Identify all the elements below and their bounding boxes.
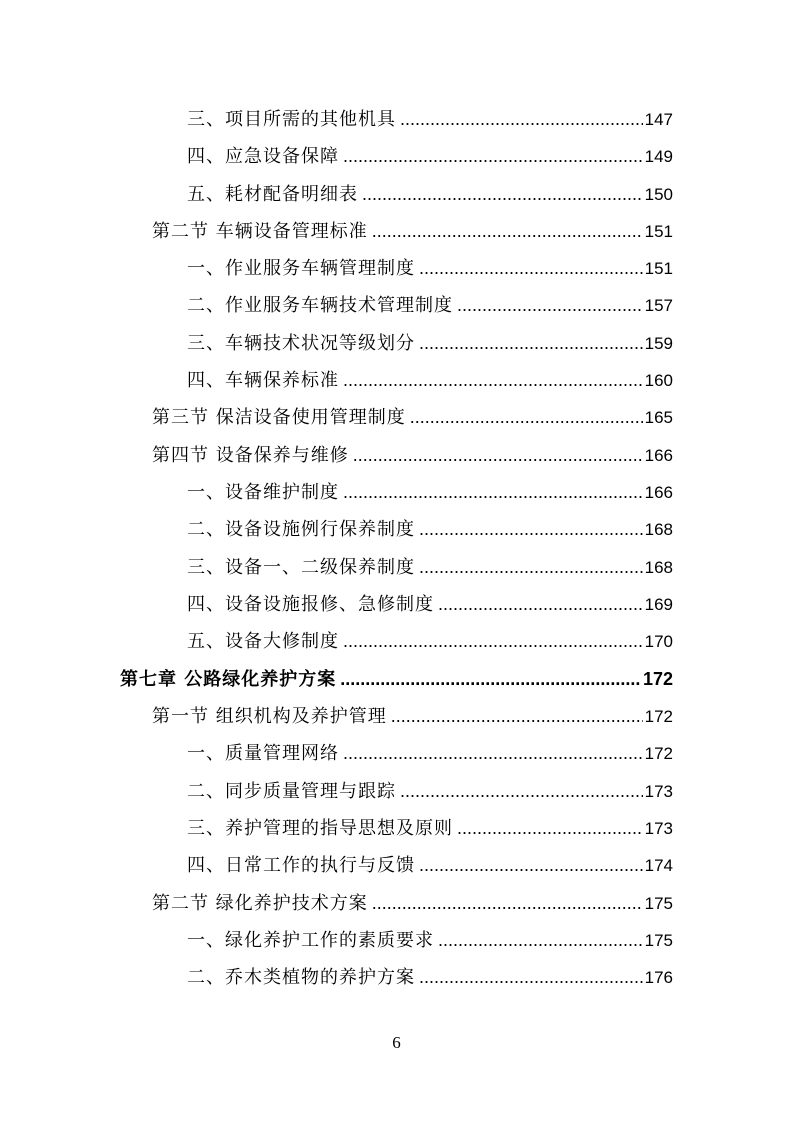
toc-entry-page: 168	[644, 558, 673, 577]
toc-entry-title: 四、日常工作的执行与反馈	[187, 855, 415, 876]
toc-entry-title: 三、设备一、二级保养制度	[187, 557, 415, 578]
toc-entry[interactable]	[152, 443, 673, 467]
toc-entry-page: 165	[644, 408, 673, 427]
toc-entry[interactable]	[187, 182, 673, 206]
dot-leader	[343, 741, 643, 765]
toc-entry[interactable]	[152, 891, 673, 915]
toc-entry-title: 二、乔木类植物的养护方案	[187, 967, 415, 988]
dot-leader	[410, 405, 643, 429]
toc-entry-page: 157	[644, 296, 673, 315]
toc-entry-page: 149	[644, 147, 673, 166]
toc-entry-title: 一、质量管理网络	[187, 743, 339, 764]
dot-leader	[400, 107, 643, 131]
toc-entry-page: 147	[644, 110, 673, 129]
toc-entry[interactable]	[187, 741, 673, 765]
toc-entry-title: 四、车辆保养标准	[187, 370, 339, 391]
toc-entry[interactable]	[187, 107, 673, 131]
dot-leader	[362, 182, 643, 206]
toc-entry-page: 160	[644, 371, 673, 390]
toc-entry-title: 四、设备设施报修、急修制度	[187, 594, 434, 615]
toc-entry-page: 172	[644, 744, 673, 763]
toc-entry-page: 175	[644, 894, 673, 913]
toc-entry-title: 三、养护管理的指导思想及原则	[187, 818, 453, 839]
toc-entry[interactable]	[187, 592, 673, 616]
toc-entry[interactable]	[187, 368, 673, 392]
dot-leader	[343, 629, 643, 653]
dot-leader	[343, 480, 643, 504]
dot-leader	[438, 592, 643, 616]
toc-entry[interactable]	[187, 853, 673, 877]
dot-leader	[419, 965, 643, 989]
toc-entry-title: 一、绿化养护工作的素质要求	[187, 930, 434, 951]
dot-leader	[343, 368, 643, 392]
toc-entry-page: 175	[644, 931, 673, 950]
toc-entry[interactable]	[152, 405, 673, 429]
dot-leader	[419, 555, 643, 579]
toc-entry-title: 第四节 设备保养与维修	[152, 445, 349, 466]
toc-entry-title: 二、设备设施例行保养制度	[187, 519, 415, 540]
toc-entry-page: 159	[644, 334, 673, 353]
toc-entry-title: 第二节 车辆设备管理标准	[152, 221, 368, 242]
dot-leader	[372, 891, 643, 915]
toc-entry-page: 168	[644, 520, 673, 539]
toc-entry[interactable]	[187, 293, 673, 317]
toc-entry-page: 166	[644, 446, 673, 465]
toc-entry-title: 第七章 公路绿化养护方案	[120, 669, 337, 690]
toc-entry-page: 172	[644, 707, 673, 726]
toc-entry-title: 二、同步质量管理与跟踪	[187, 781, 396, 802]
toc-entry-page: 174	[644, 856, 673, 875]
toc-entry-title: 三、项目所需的其他机具	[187, 109, 396, 130]
toc-entry-title: 第一节 组织机构及养护管理	[152, 706, 387, 727]
dot-leader	[340, 667, 641, 691]
toc-entry-title: 二、作业服务车辆技术管理制度	[187, 295, 453, 316]
dot-leader	[457, 293, 643, 317]
dot-leader	[419, 853, 643, 877]
toc-entry-title: 一、设备维护制度	[187, 482, 339, 503]
toc-entry-title: 一、作业服务车辆管理制度	[187, 258, 415, 279]
toc-entry-title: 五、设备大修制度	[187, 631, 339, 652]
toc-entry-page: 173	[644, 782, 673, 801]
toc-entry[interactable]	[187, 144, 673, 168]
toc-entry-title: 第二节 绿化养护技术方案	[152, 893, 368, 914]
page-number: 6	[392, 1033, 401, 1052]
toc-entry-title: 三、车辆技术状况等级划分	[187, 333, 415, 354]
toc-entry[interactable]	[187, 517, 673, 541]
toc-entry-page: 172	[642, 669, 673, 689]
dot-leader	[372, 219, 643, 243]
toc-entry[interactable]	[187, 480, 673, 504]
toc-entry-page: 176	[644, 968, 673, 987]
dot-leader	[438, 928, 643, 952]
toc-entry-page: 169	[644, 595, 673, 614]
toc-entry-page: 170	[644, 632, 673, 651]
toc-entry[interactable]	[187, 779, 673, 803]
dot-leader	[419, 517, 643, 541]
toc-entry-page: 166	[644, 483, 673, 502]
toc-entry[interactable]	[187, 629, 673, 653]
toc-entry[interactable]	[187, 555, 673, 579]
toc-chapter-entry[interactable]	[120, 667, 673, 691]
toc-entry[interactable]	[187, 256, 673, 280]
toc-entry[interactable]	[152, 219, 673, 243]
toc-entry[interactable]	[152, 704, 673, 728]
toc-entry[interactable]	[187, 331, 673, 355]
toc-entry-title: 五、耗材配备明细表	[187, 184, 358, 205]
toc-entry-page: 173	[644, 819, 673, 838]
dot-leader	[400, 779, 643, 803]
toc-entry-page: 150	[644, 185, 673, 204]
dot-leader	[419, 256, 643, 280]
toc-entry-title: 四、应急设备保障	[187, 146, 339, 167]
toc-entry-title: 第三节 保洁设备使用管理制度	[152, 407, 406, 428]
toc-entry-page: 151	[644, 259, 673, 278]
toc-entry[interactable]	[187, 816, 673, 840]
toc-entry[interactable]	[187, 928, 673, 952]
dot-leader	[343, 144, 643, 168]
toc-entry-page: 151	[644, 222, 673, 241]
toc-entry[interactable]	[187, 965, 673, 989]
dot-leader	[391, 704, 643, 728]
dot-leader	[353, 443, 643, 467]
dot-leader	[457, 816, 643, 840]
dot-leader	[419, 331, 643, 355]
